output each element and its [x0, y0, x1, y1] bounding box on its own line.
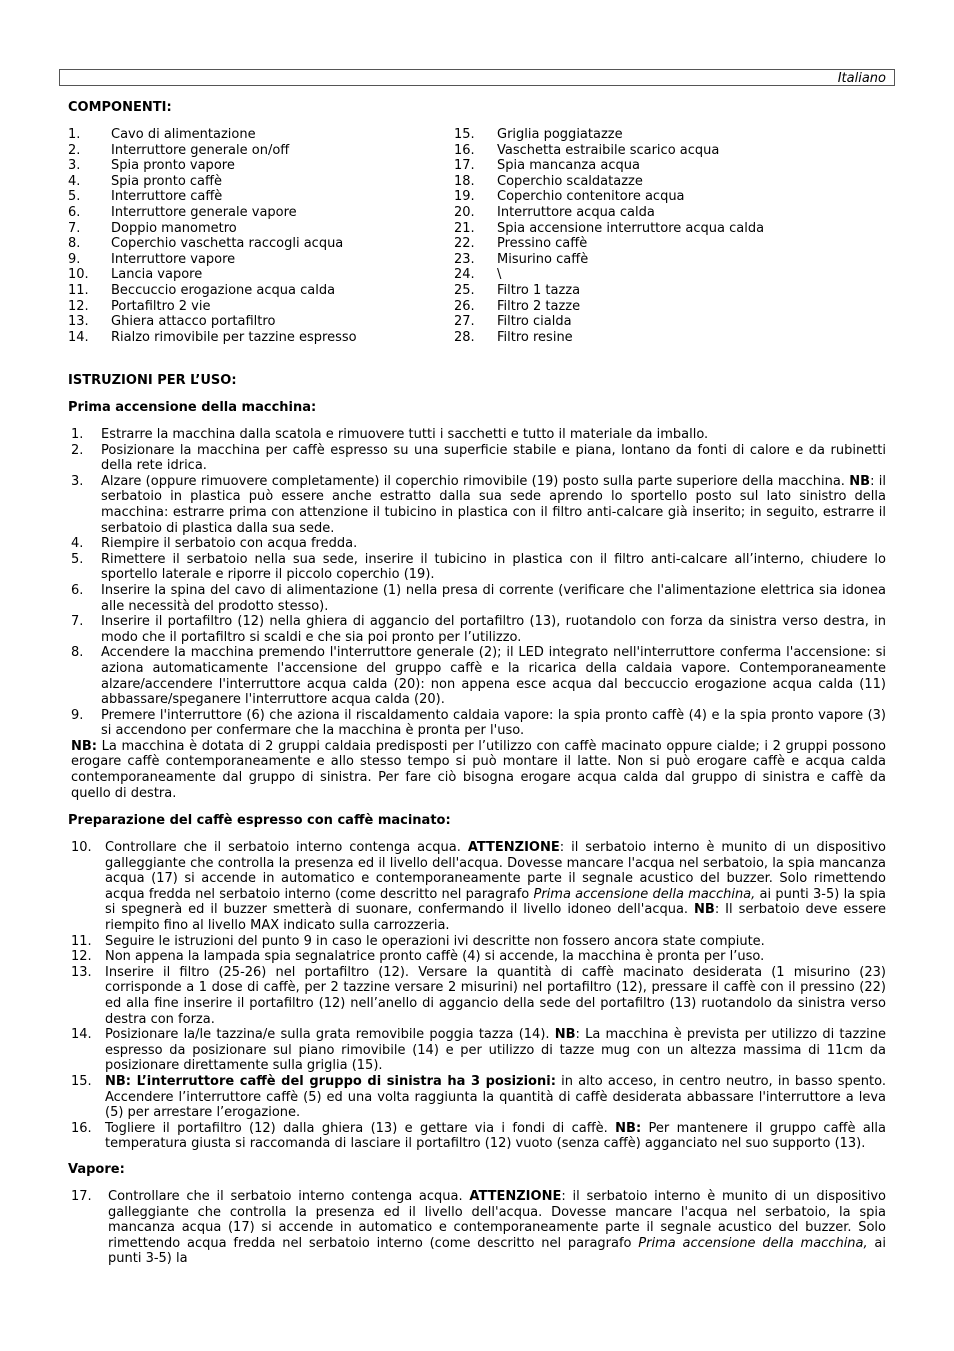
- components-list-right: [454, 127, 764, 345]
- espresso-heading: Preparazione del caffè espresso con caffè macinato:: [68, 813, 451, 828]
- list-item: 3. Alzare (oppure rimuovere completamente) il coperchio rimovibile (19) posto sulla parte superiore della macchina. NB: il serbatoio in plastica può essere anche estratto dalla sua sede aprendo lo sportello posto sul lato sinistro della macchina: estrarre prima con attenzione il tubicino in plastica con il filtro anti-calcare già inserito; in seguito, estrarre il serbatoio di plastica dalla sua sede.: [71, 473, 886, 536]
- list-item: 16. Vaschetta estraibile scarico acqua: [454, 142, 720, 158]
- list-item: 6. Inserire la spina del cavo di alimentazione (1) nella presa di corrente (verificare che l'alimentazione elettrica sia idonea alle necessità del prodotto stesso).: [71, 582, 886, 614]
- list-item: 14. Posizionare la/le tazzina/e sulla grata removibile poggia tazza (14). NB: La macchina è prevista per utilizzo di tazzine espresso da posizionare sul piano rimovibile (14) e per utilizzo di tazze mug con un altezza massima di 11cm da posizionare direttamente sulla griglia (15).: [71, 1027, 886, 1074]
- steam-heading: Vapore:: [68, 1162, 125, 1177]
- list-item: 15. Griglia poggiatazze: [454, 127, 623, 142]
- list-item: 26. Filtro 2 tazze: [454, 298, 581, 314]
- list-item: 27. Filtro cialda: [454, 314, 572, 330]
- first-on-heading: Prima accensione della macchina:: [68, 400, 317, 415]
- language-header: [59, 69, 895, 86]
- list-item: 4. Riempire il serbatoio con acqua fredda.: [71, 536, 358, 552]
- list-item: 25. Filtro 1 tazza: [454, 282, 581, 298]
- list-item: 1. Cavo di alimentazione: [68, 127, 256, 142]
- list-item: 10. Controllare che il serbatoio interno contenga acqua. ATTENZIONE: il serbatoio interno è munito di un dispositivo galleggiante che controlla la presenza ed il livello dell'acqua. Dovesse mancare l'acqua nel serbatoio, la spia mancanza acqua (17) si accende in automatico e contemporaneamente parte il segnale acustico del buzzer. Solo rimettendo acqua fredda nel serbatoio interno (come descritto nel paragrafo Prima accensione della macchina, ai punti 3-5) la spia si spegnerà ed il buzzer smetterà di suonare, confermando il livello idoneo dell'acqua. NB: Il serbatoio deve essere riempito fino al livello MAX indicato sulla carrozzeria.: [71, 840, 886, 933]
- list-item: 23. Misurino caffè: [454, 251, 589, 267]
- list-item: 5. Interruttore caffè: [68, 189, 223, 205]
- list-item: 16. Togliere il portafiltro (12) dalla ghiera (13) e gettare via i fondi di caffè. NB: Per mantenere il gruppo caffè alla temperatura giusta si raccomanda di lasciare il portafiltro (12) vuoto (senza caffè) agganciato nel suo supporto (13).: [71, 1120, 886, 1152]
- list-item: 14. Rialzo rimovibile per tazzine espresso: [68, 329, 357, 345]
- steam-list: [68, 1189, 886, 1267]
- list-item: 2. Interruttore generale on/off: [68, 142, 290, 158]
- list-item: 28. Filtro resine: [454, 329, 573, 345]
- list-item: 7. Inserire il portafiltro (12) nella ghiera di aggancio del portafiltro (13), ruotandolo con forza da sinistra verso destra, in modo che il portafiltro si scaldi e che sia poi pronto per l’utilizzo.: [71, 614, 886, 645]
- list-item: 5. Rimettere il serbatoio nella sua sede, inserire il tubicino in plastica con il filtro anti-calcare all’interno, chiudere lo sportello laterale e riporre il piccolo coperchio (19).: [71, 551, 886, 583]
- list-item: 3. Spia pronto vapore: [68, 158, 235, 174]
- list-item: 13. Ghiera attacco portafiltro: [68, 314, 276, 330]
- list-item: 7. Doppio manometro: [68, 220, 237, 236]
- list-item: 18. Coperchio scaldatazze: [454, 173, 643, 189]
- first-on-list: [68, 427, 886, 801]
- espresso-list: [68, 840, 886, 1152]
- list-item: 11. Beccuccio erogazione acqua calda: [68, 282, 336, 298]
- list-item: 9. Interruttore vapore: [68, 251, 236, 267]
- list-item: 10. Lancia vapore: [68, 267, 203, 283]
- list-item: 21. Spia accensione interruttore acqua calda: [454, 220, 765, 236]
- list-item: 8. Coperchio vaschetta raccogli acqua: [68, 236, 344, 252]
- list-item: 15. NB: L’interruttore caffè del gruppo di sinistra ha 3 posizioni: in alto acceso, in centro neutro, in basso spento. Accendere l’interruttore caffè (5) ed una volta raggiunta la quantità di caffè desiderata abbassare l'interruttore a leva (5) per arrestare l’erogazione.: [71, 1073, 886, 1121]
- list-item: 11. Seguire le istruzioni del punto 9 in caso le operazioni ivi descritte non fossero ancora state compiute.: [71, 933, 765, 949]
- list-item: 8. Accendere la macchina premendo l'interruttore generale (2); il LED integrato nell'interruttore conferma l'accensione: si aziona automaticamente l'accensione del gruppo caffè e la ricarica della caldaia vapore. Contemporaneamente alzare/accendere l'interruttore acqua calda (20): non appena esce acqua dal beccuccio erogazione acqua calda (11) abbassare/speganere l'interruttore acqua calda (20).: [71, 645, 886, 708]
- list-item: 1. Estrarre la macchina dalla scatola e rimuovere tutti i sacchetti e tutto il materiale da imballo.: [71, 427, 709, 442]
- list-item: 9. Premere l'interruttore (6) che aziona il riscaldamento caldaia vapore: la spia pronto caffè (4) e la spia pronto vapore (3) si accendono per confermare che la macchina è pronta per l'uso.: [71, 707, 886, 739]
- list-item: 12. Non appena la lampada spia segnalatrice pronto caffè (4) si accende, la macchina è pronta per l’uso.: [71, 949, 765, 965]
- language-label: Italiano: [837, 71, 886, 86]
- components-heading: COMPONENTI:: [68, 100, 172, 115]
- list-item: 17. Spia mancanza acqua: [454, 158, 640, 174]
- list-item: 13. Inserire il filtro (25-26) nel portafiltro (12). Versare la quantità di caffè macinato desiderata (1 misurino (23) corrisponde a 1 dose di caffè, per 2 tazzine versare 2 misurini) nel portafiltro (12), pressare il caffè con il pressino (22) ed alla fine inserire il portafiltro (12) nell’anello di aggancio della sede del portafiltro (13) ruotandolo da sinistra verso destra con forza.: [71, 964, 886, 1027]
- list-item: 4. Spia pronto caffè: [68, 173, 222, 189]
- list-item: 20. Interruttore acqua calda: [454, 204, 655, 220]
- instructions-heading: ISTRUZIONI PER L’USO:: [68, 373, 237, 388]
- list-item: 2. Posizionare la macchina per caffè espresso su una superficie stabile e piana, lontano da fonti di calore e da rubinetti della rete idrica.: [71, 442, 886, 474]
- list-item: 12. Portafiltro 2 vie: [68, 298, 211, 314]
- list-item: 19. Coperchio contenitore acqua: [454, 189, 685, 205]
- list-item: 6. Interruttore generale vapore: [68, 204, 297, 220]
- nb-paragraph: NB: La macchina è dotata di 2 gruppi caldaia predisposti per l’utilizzo con caffè macinato oppure cialde; i 2 gruppi possono erogare caffè contemporaneamente e allo stesso tempo si può montare il latte. Non si può erogare caffè e acqua calda contemporaneamente dal gruppo di sinistra. Per fare ciò bisogna erogare acqua calda dal gruppo di sinistra e caffè da quello di destra.: [71, 738, 886, 801]
- list-item: 22. Pressino caffè: [454, 236, 588, 252]
- list-item: 17. Controllare che il serbatoio interno contenga acqua. ATTENZIONE: il serbatoio interno è munito di un dispositivo galleggiante che controlla la presenza ed il livello dell'acqua. Dovesse mancare l'acqua nel serbatoio, la spia mancanza acqua (17) si accende in automatico e contemporaneamente parte il segnale acustico del buzzer. Solo rimettendo acqua fredda nel serbatoio interno (come descritto nel paragrafo Prima accensione della macchina, ai punti 3-5) la: [71, 1189, 887, 1267]
- components-list-left: [68, 127, 357, 345]
- list-item: 24. \: [454, 267, 502, 283]
